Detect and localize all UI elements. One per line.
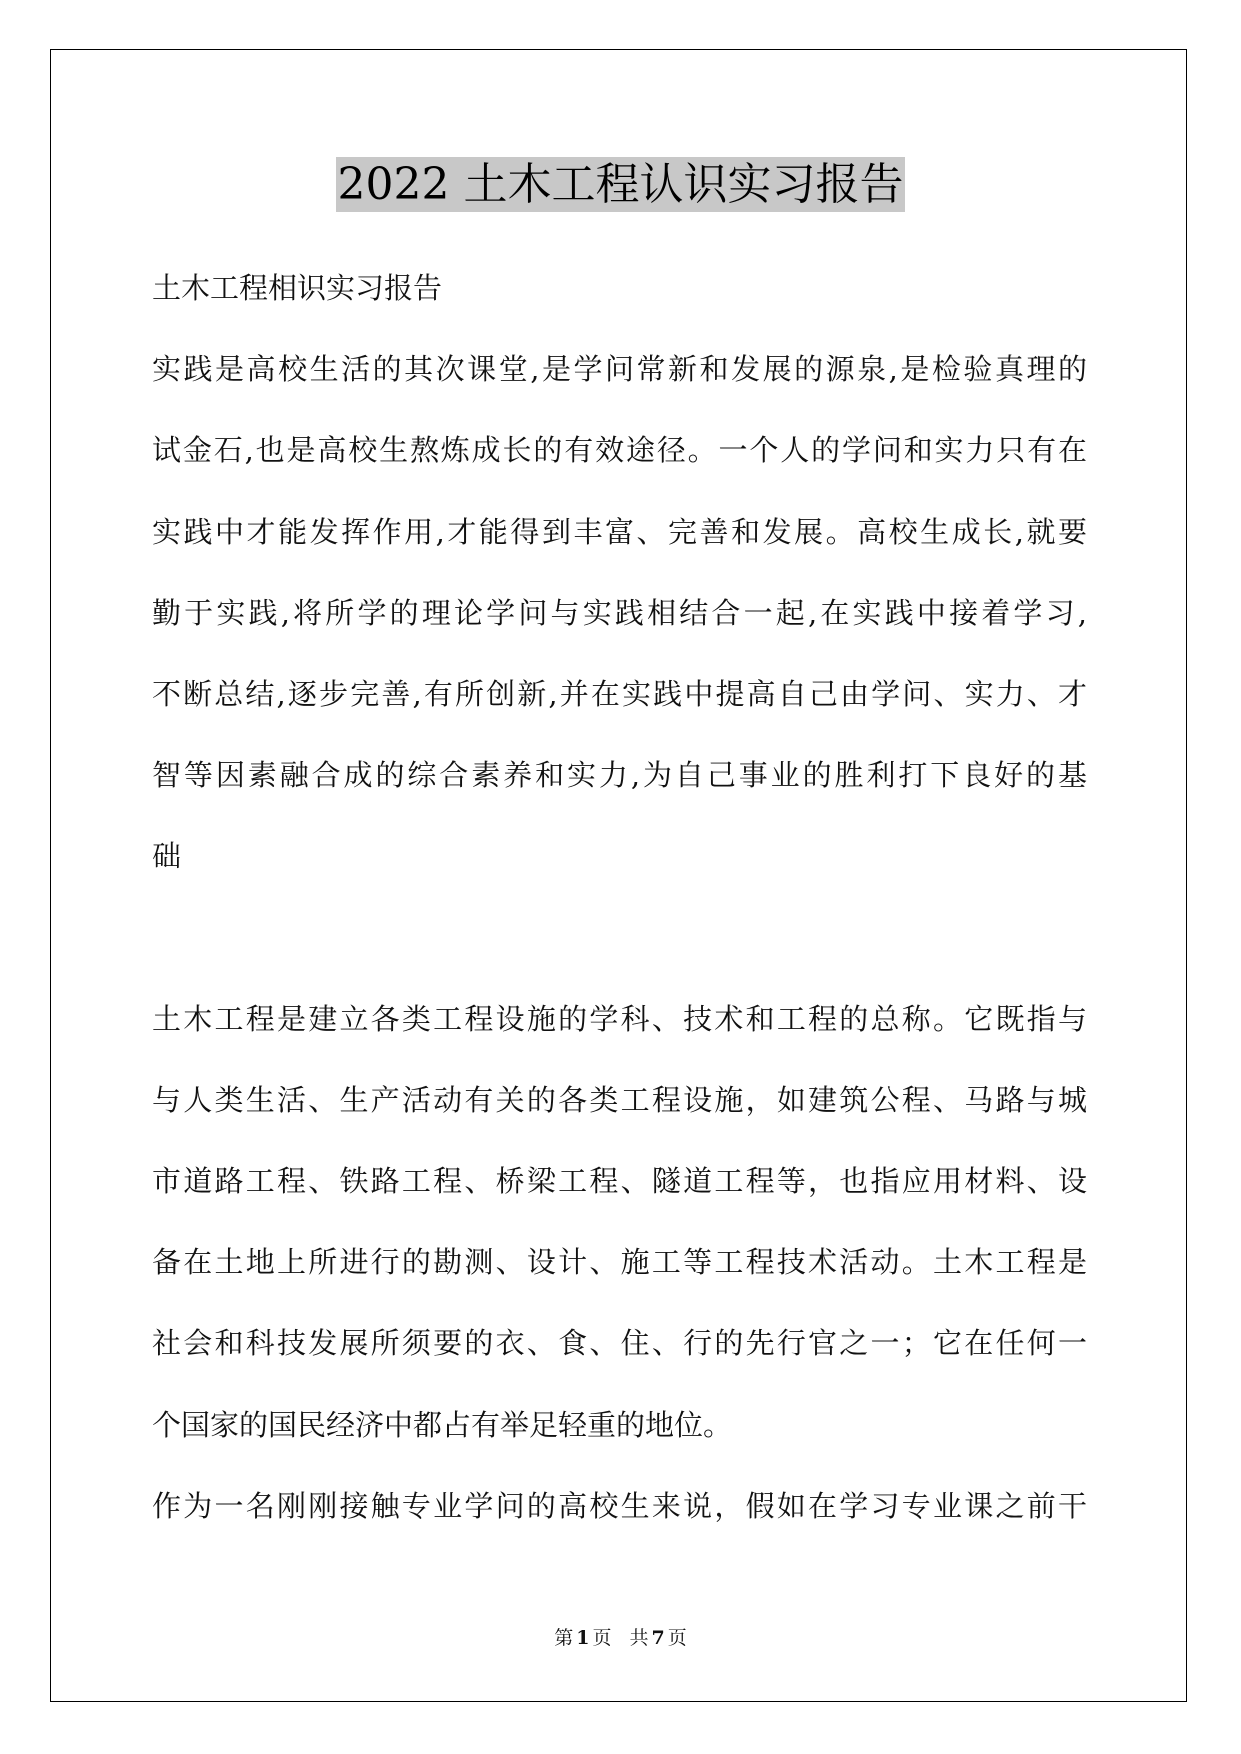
paragraph-1-line: 实践是高校生活的其次课堂,是学问常新和发展的源泉,是检验真理的 <box>152 352 1087 387</box>
page-suffix: 页 <box>592 1627 612 1649</box>
paragraph-2-line: 个国家的国民经济中都占有举足轻重的地位。 <box>152 1407 733 1442</box>
paragraph-1-line: 础 <box>152 839 182 874</box>
page-number: 1 <box>576 1627 590 1649</box>
paragraph-2-line: 社会和科技发展所须要的衣、食、住、行的先行官之一；它在任何一 <box>152 1326 1087 1361</box>
total-pages: 7 <box>651 1627 665 1649</box>
paragraph-2-line: 与人类生活、生产活动有关的各类工程设施，如建筑公程、马路与城 <box>152 1082 1087 1117</box>
paragraph-1-line: 智等因素融合成的综合素养和实力,为自己事业的胜利打下良好的基 <box>152 758 1087 793</box>
paragraph-3-line: 作为一名刚刚接触专业学问的高校生来说，假如在学习专业课之前干 <box>152 1488 1087 1523</box>
paragraph-1-line: 实践中才能发挥作用,才能得到丰富、完善和发展。高校生成长,就要 <box>152 514 1087 549</box>
title-row <box>0 157 1241 212</box>
paragraph-1-line: 勤于实践,将所学的理论学问与实践相结合一起,在实践中接着学习, <box>152 595 1087 630</box>
document-title: 2022 土木工程认识实习报告 <box>337 159 904 210</box>
paragraph-spacer <box>152 898 1087 979</box>
document-subtitle: 土木工程相识实习报告 <box>152 271 443 305</box>
paragraph-1-line: 不断总结,逐步完善,有所创新,并在实践中提高自己由学问、实力、才 <box>152 676 1087 711</box>
paragraph-2-line: 市道路工程、铁路工程、桥梁工程、隧道工程等，也指应用材料、设 <box>152 1164 1087 1199</box>
total-prefix: 共 <box>629 1627 649 1649</box>
page-prefix: 第 <box>554 1627 574 1649</box>
paragraph-1-line: 试金石,也是高校生熬炼成长的有效途径。一个人的学问和实力只有在 <box>152 433 1087 468</box>
page-footer <box>0 1626 1241 1650</box>
paragraph-2-line: 土木工程是建立各类工程设施的学科、技术和工程的总称。它既指与 <box>152 1001 1087 1036</box>
paragraph-2-line: 备在土地上所进行的勘测、设计、施工等工程技术活动。土木工程是 <box>152 1245 1087 1280</box>
document-body <box>152 248 1087 1547</box>
total-suffix: 页 <box>667 1627 687 1649</box>
